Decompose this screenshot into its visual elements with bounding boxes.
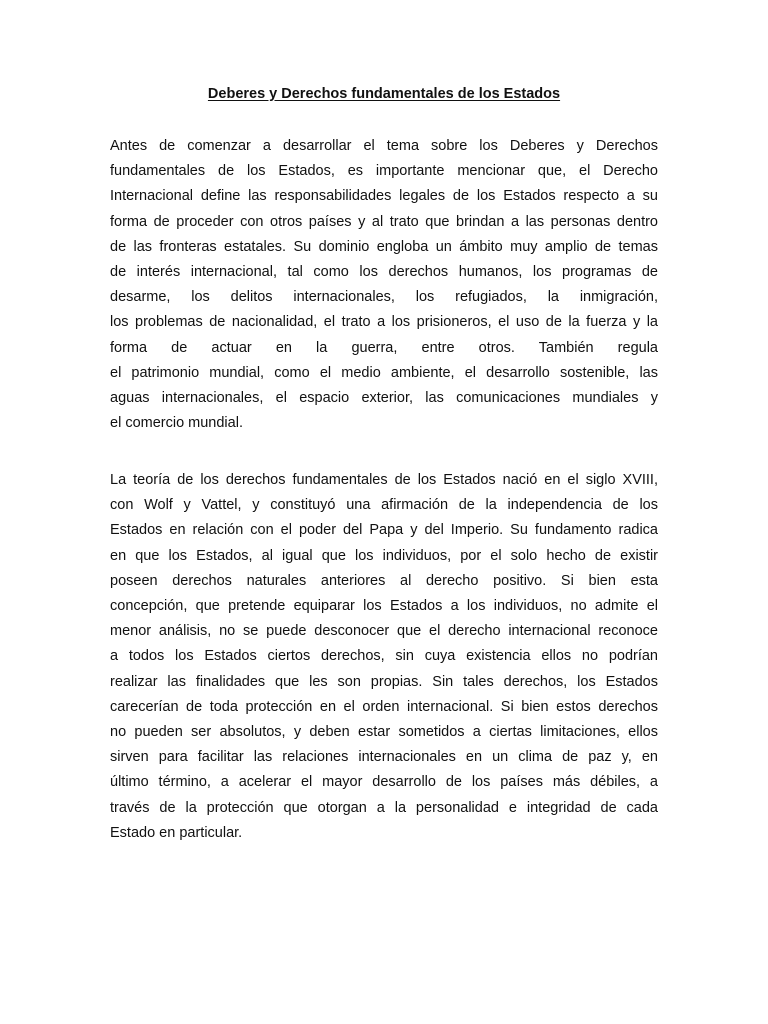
text-line: poseen derechos naturales anteriores al derecho positivo. Si bien esta xyxy=(110,572,658,589)
text-line: La teoría de los derechos fundamentales de los Estados nació en el siglo XVIII, xyxy=(110,472,658,488)
text-line: través de la protección que otorgan a la personalidad e integridad de cada xyxy=(110,799,658,816)
text-line: Antes de comenzar a desarrollar el tema sobre los Deberes y Derechos xyxy=(110,138,658,154)
text-line: aguas internacionales, el espacio exterior, las comunicaciones mundiales y xyxy=(110,390,658,407)
text-line: con Wolf y Vattel, y constituyó una afirmación de la independencia de los xyxy=(110,497,658,514)
paragraph-1 xyxy=(110,134,658,436)
text-line: sirven para facilitar las relaciones internacionales en un clima de paz y, en xyxy=(110,749,658,766)
text-line: en que los Estados, al igual que los individuos, por el solo hecho de existir xyxy=(110,547,658,564)
text-line: concepción, que pretende equiparar los Estados a los individuos, no admite el xyxy=(110,598,658,615)
text-line: el patrimonio mundial, como el medio ambiente, el desarrollo sostenible, las xyxy=(110,364,658,381)
document-title: Deberes y Derechos fundamentales de los Estados xyxy=(207,86,561,102)
paragraph-2 xyxy=(110,468,658,846)
text-line: no pueden ser absolutos, y deben estar sometidos a ciertas limitaciones, ellos xyxy=(110,724,658,741)
text-line: desarme, los delitos internacionales, los refugiados, la inmigración, xyxy=(110,289,658,306)
text-line: forma de actuar en la guerra, entre otros. También regula xyxy=(110,339,658,356)
text-line: Estados en relación con el poder del Papa y del Imperio. Su fundamento radica xyxy=(110,522,658,539)
text-line: menor análisis, no se puede desconocer que el derecho internacional reconoce xyxy=(110,623,658,640)
text-line: Estado en particular. xyxy=(110,824,243,841)
text-line: carecerían de toda protección en el orden internacional. Si bien estos derechos xyxy=(110,698,658,715)
text-line: realizar las finalidades que les son propias. Sin tales derechos, los Estados xyxy=(110,673,658,690)
text-line: último término, a acelerar el mayor desarrollo de los países más débiles, a xyxy=(110,774,658,791)
text-line: de las fronteras estatales. Su dominio engloba un ámbito muy amplio de temas xyxy=(110,238,658,255)
text-line: de interés internacional, tal como los derechos humanos, los programas de xyxy=(110,264,658,281)
text-line: fundamentales de los Estados, es importante mencionar que, el Derecho xyxy=(110,163,658,180)
text-line: Internacional define las responsabilidades legales de los Estados respecto a su xyxy=(110,188,658,205)
text-line: a todos los Estados ciertos derechos, sin cuya existencia ellos no podrían xyxy=(110,648,658,665)
text-line: el comercio mundial. xyxy=(110,415,243,432)
text-line: forma de proceder con otros países y al trato que brindan a las personas dentro xyxy=(110,213,658,230)
text-line: los problemas de nacionalidad, el trato a los prisioneros, el uso de la fuerza y la xyxy=(110,314,658,331)
